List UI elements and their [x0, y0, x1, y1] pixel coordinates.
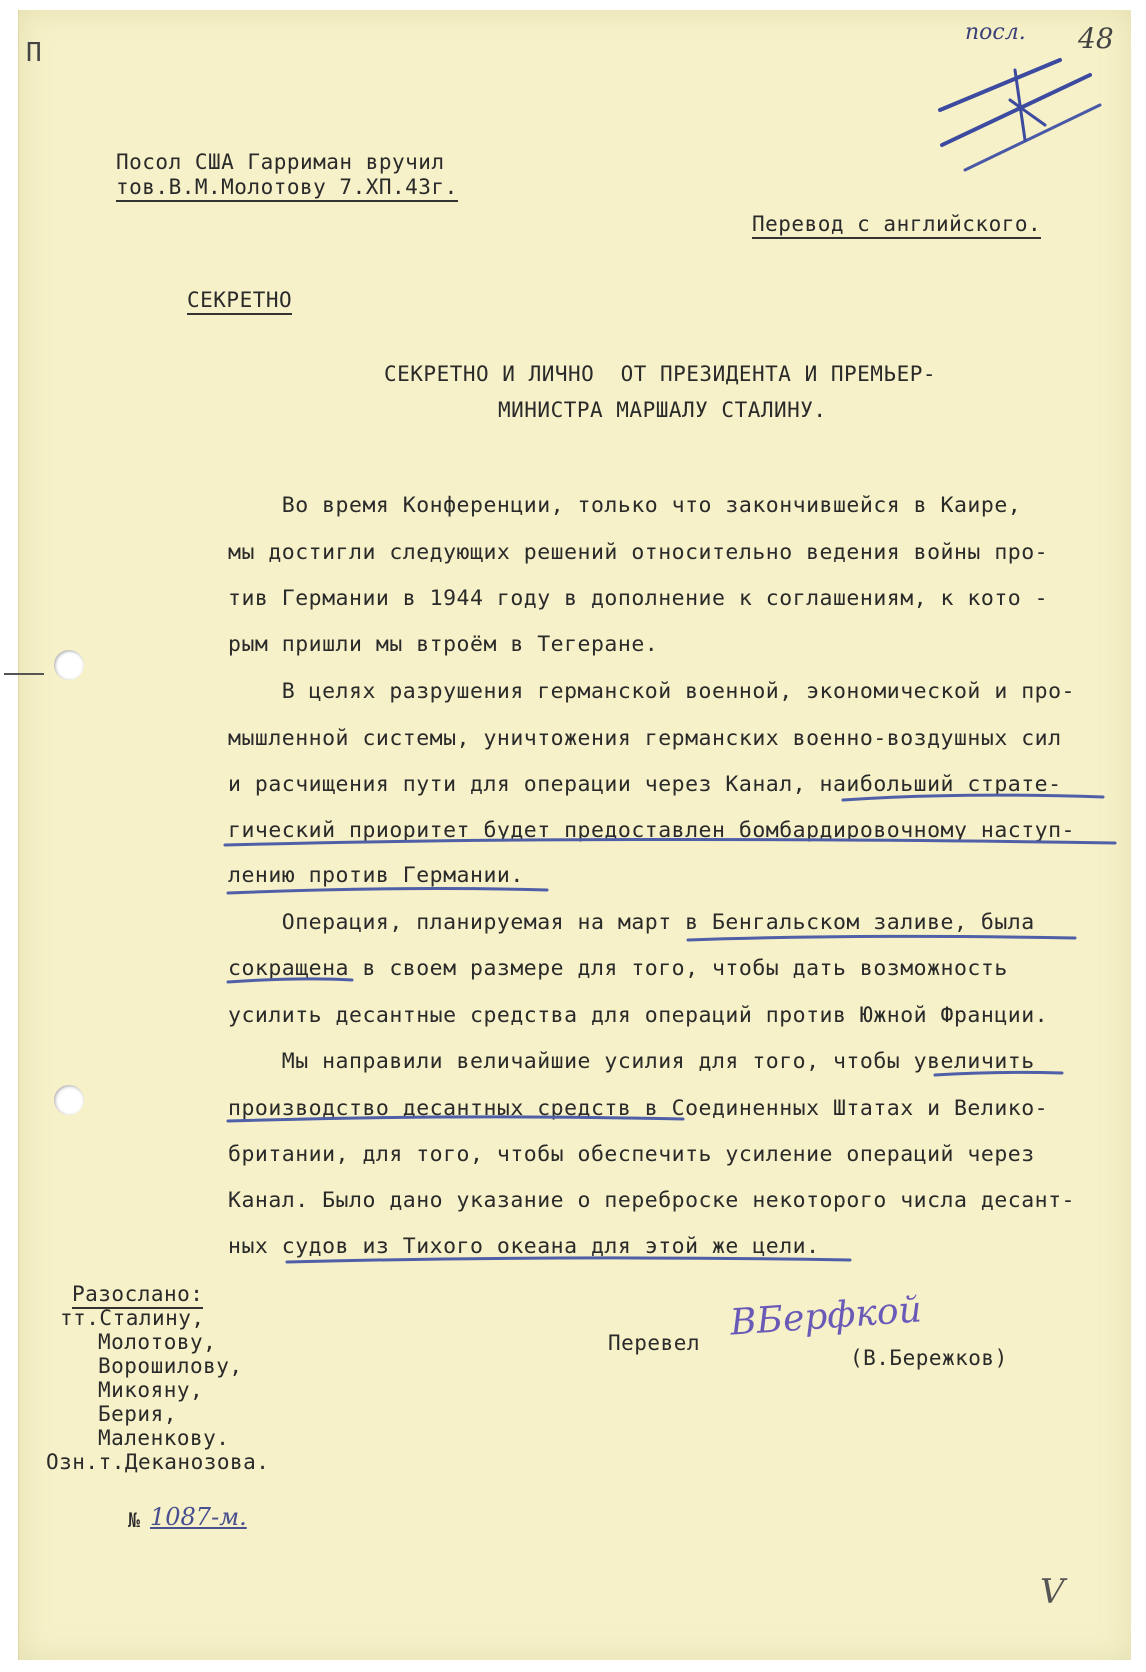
recipient-4: Микояну,: [98, 1378, 204, 1402]
p2-line-3: и расчищения пути для операции через Канал, наибольший страте-: [228, 772, 1062, 797]
p4-line-4: Канал. Было дано указание о переброске некоторого числа десант-: [228, 1188, 1075, 1213]
recipient-5: Берия,: [98, 1402, 177, 1426]
delivery-line-2: тов.В.М.Молотову 7.XП.43г.: [116, 175, 458, 199]
p3-line-3: усилить десантные средства для операций против Южной Франции.: [228, 1003, 1049, 1028]
distribution-heading: Разослано:: [72, 1282, 203, 1306]
translator-label: Перевел: [608, 1331, 701, 1355]
p1-line-4: рым пришли мы втроём в Тегеране.: [228, 632, 659, 657]
p1-line-3: тив Германии в 1944 году в дополнение к соглашениям, к кото -: [228, 586, 1049, 611]
registration-number: 1087-м.: [150, 1503, 247, 1531]
p4-line-5: ных судов из Тихого океана для этой же цели.: [228, 1234, 820, 1259]
p2-line-1: В целях разрушения германской военной, экономической и про-: [228, 679, 1075, 704]
handwritten-note-top-right: посл.: [965, 20, 1026, 45]
p3-line-1: Операция, планируемая на март в Бенгальском заливе, была: [228, 910, 1035, 935]
p4-line-2: производство десантных средств в Соединенных Штатах и Велико-: [228, 1096, 1049, 1121]
p1-line-1: Во время Конференции, только что закончившейся в Каире,: [228, 493, 1022, 518]
p2-line-5: лению против Германии.: [228, 863, 524, 888]
recipient-1: тт.Сталину,: [60, 1306, 205, 1330]
recipient-3: Ворошилову,: [98, 1354, 243, 1378]
check-mark: V: [1040, 1572, 1065, 1612]
translation-note: Перевод с английского.: [752, 212, 1041, 236]
p4-line-3: британии, для того, чтобы обеспечить усиление операций через: [228, 1142, 1035, 1167]
p1-line-2: мы достигли следующих решений относительно ведения войны про-: [228, 540, 1049, 565]
p3-line-2: сокращена в своем размере для того, чтобы дать возможность: [228, 956, 1008, 981]
p2-line-4: гический приоритет будет предоставлен бомбардировочному наступ-: [228, 818, 1075, 843]
title-line-1: СЕКРЕТНО И ЛИЧНО ОТ ПРЕЗИДЕНТА И ПРЕМЬЕР-: [384, 362, 937, 386]
recipient-6: Маленкову.: [98, 1426, 230, 1450]
p2-line-2: мышленной системы, уничтожения германских военно-воздушных сил: [228, 726, 1062, 751]
title-line-2: МИНИСТРА МАРШАЛУ СТАЛИНУ.: [498, 398, 827, 422]
classification-stamp: СЕКРЕТНО: [187, 288, 292, 312]
page-number: 48: [1078, 22, 1114, 55]
distribution-note: Озн.т.Деканозова.: [46, 1450, 270, 1474]
translator-name: (В.Бережков): [850, 1346, 1008, 1370]
corner-mark-left: П: [26, 38, 43, 68]
p4-line-1: Мы направили величайшие усилия для того, чтобы увеличить: [228, 1049, 1035, 1074]
translator-signature: ВБерфкой: [728, 1289, 923, 1344]
recipient-2: Молотову,: [98, 1330, 217, 1354]
delivery-line-1: Посол США Гарриман вручил: [116, 150, 445, 174]
registration-prefix: №: [128, 1508, 141, 1532]
